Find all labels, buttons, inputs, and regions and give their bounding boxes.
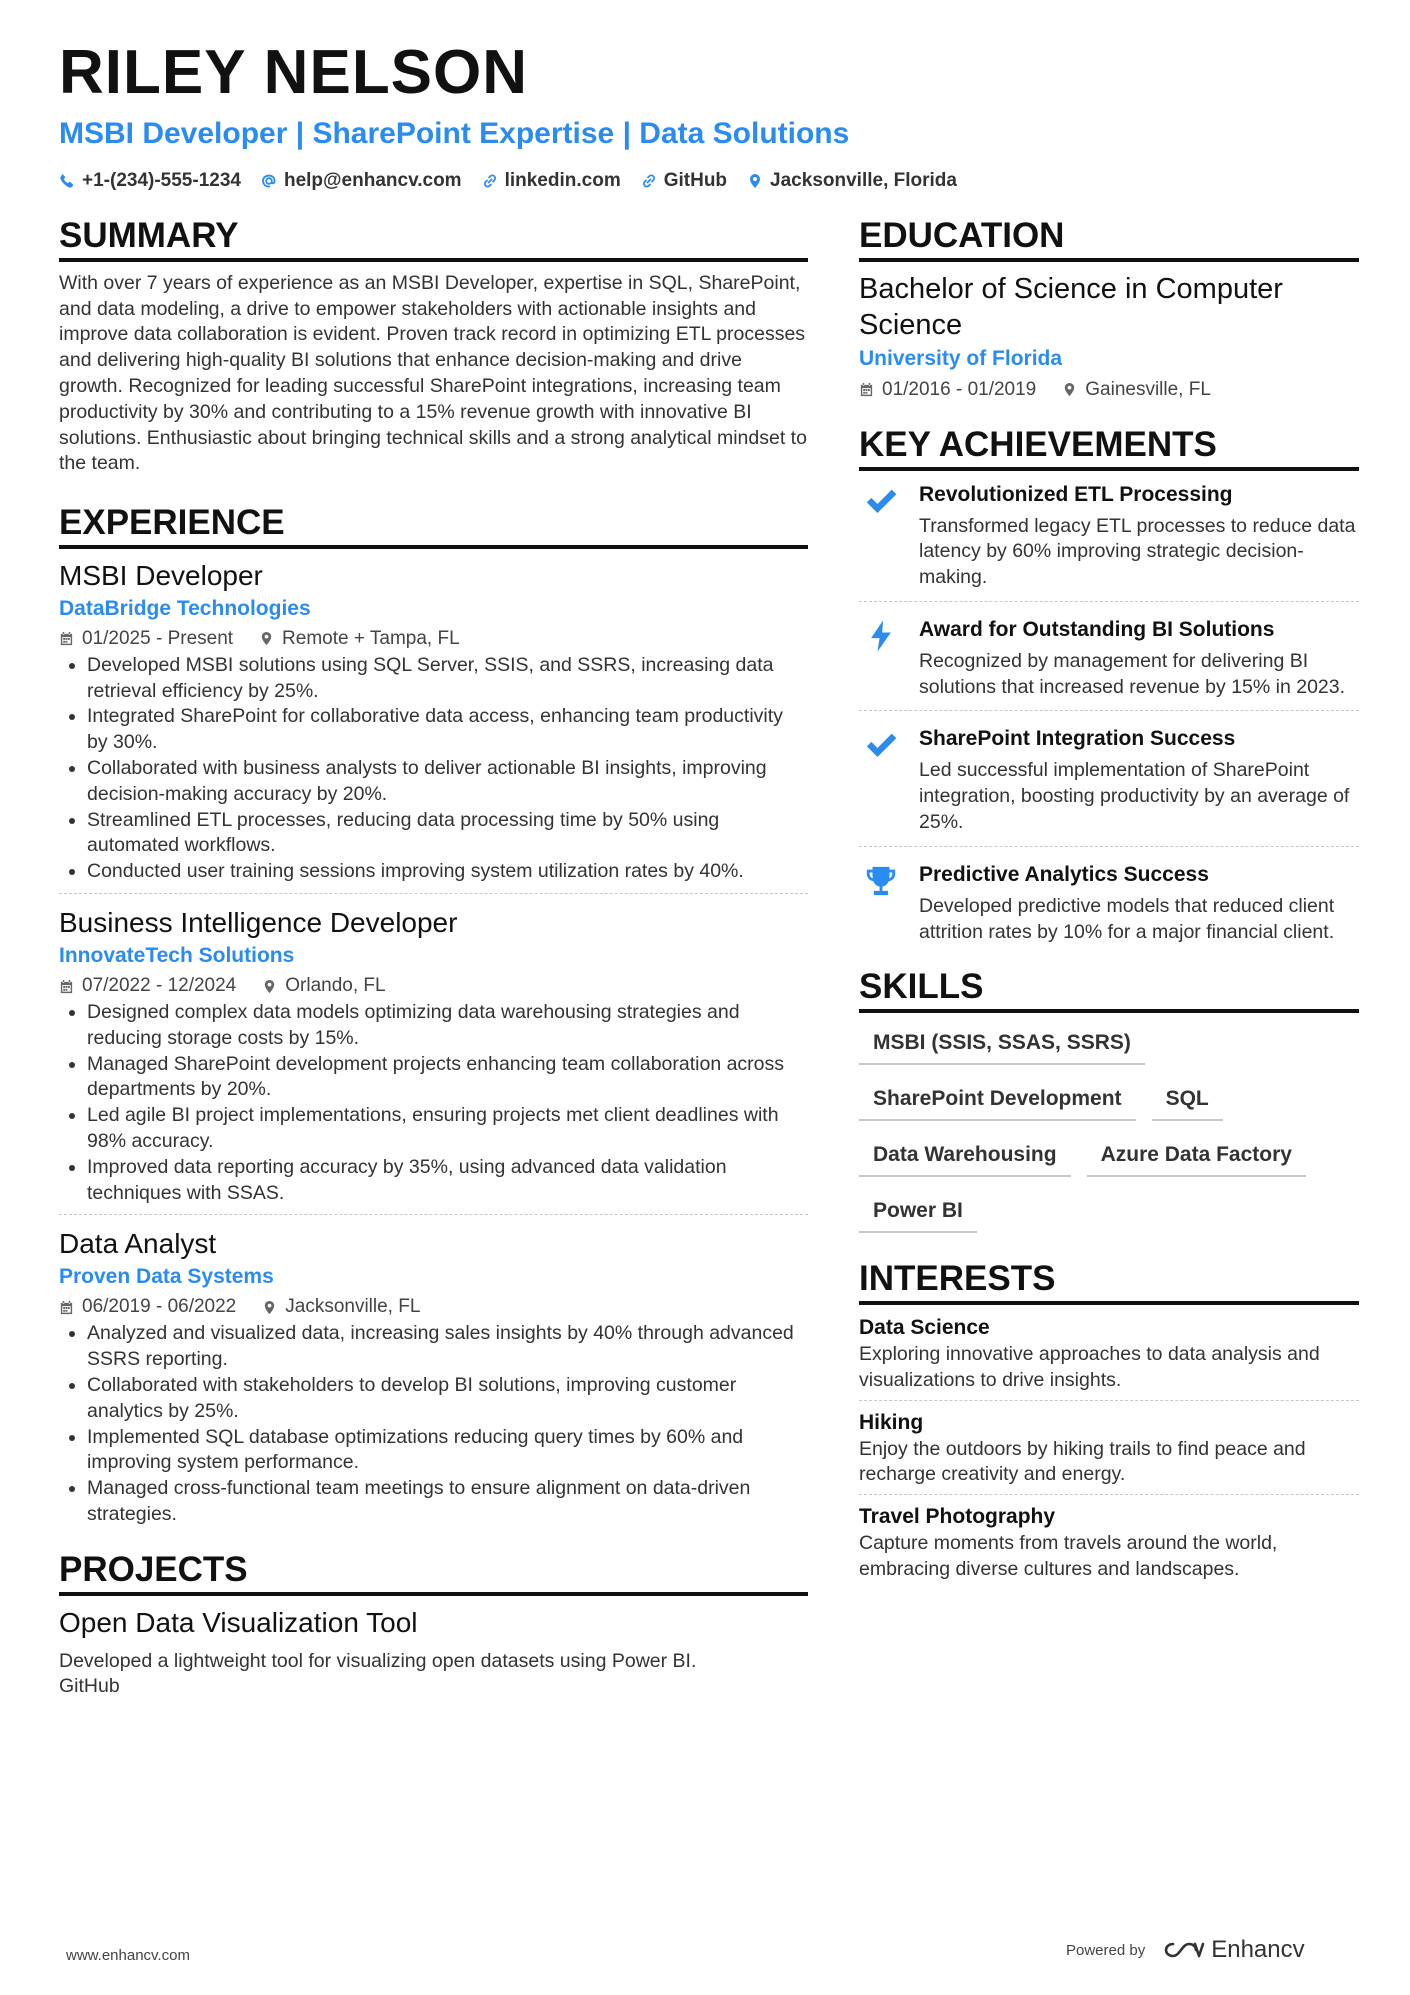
achievements-heading: KEY ACHIEVEMENTS [859, 427, 1359, 471]
achievement-title: Revolutionized ETL Processing [919, 482, 1233, 506]
bullet: • Designed complex data models optimizing data warehousing strategies and reducing storage costs by 15%. [87, 1000, 808, 1052]
company-name[interactable]: DataBridge Technologies [59, 596, 311, 620]
contact-bar [59, 170, 957, 192]
summary-text: With over 7 years of experience as an MSBI Developer, expertise in SQL, SharePoint, and data modeling, a drive to empower stakeholders with actionable insights and improve data collaboration is evident. Proven track record in optimizing ETL processes and delivering high-quality BI solutions that enhance decision-making and drive growth. Recognized for leading successful SharePoint integrations, increasing team productivity by 30% and contributing to a 15% revenue growth with innovative BI solutions. Enthusiastic about bringing technical skills and a strong analytical mindset to the team. [59, 271, 807, 475]
summary-section [59, 218, 808, 477]
interest-text: Exploring innovative approaches to data analysis and visualizations to drive insights. [859, 1342, 1320, 1391]
interests-heading: INTERESTS [859, 1261, 1359, 1305]
brand-name: Enhancv [1211, 1936, 1305, 1963]
bullet: • Collaborated with business analysts to deliver actionable BI insights, improving decision-making accuracy by 20%. [87, 756, 808, 808]
project-link[interactable]: GitHub [59, 1675, 120, 1698]
school-name[interactable]: University of Florida [859, 346, 1063, 370]
projects-section [59, 1549, 808, 1700]
contact-location [747, 170, 957, 192]
achievement-text: Recognized by management for delivering BI solutions that increased revenue by 15% in 2023. [919, 649, 1346, 698]
job-location: Jacksonville, FL [285, 1296, 421, 1318]
experience-heading: EXPERIENCE [59, 505, 808, 549]
project-title: Open Data Visualization Tool [59, 1606, 418, 1638]
skills-heading: SKILLS [859, 969, 1359, 1013]
job-meta [59, 1296, 808, 1318]
interest-title: Data Science [859, 1315, 990, 1339]
bullet: • Developed MSBI solutions using SQL Server, SSIS, and SSRS, increasing data retrieval efficiency by 25%. [87, 653, 808, 705]
education-heading: EDUCATION [859, 218, 1359, 262]
footer-website[interactable]: www.enhancv.com [66, 1947, 190, 1964]
bullet: • Improved data reporting accuracy by 35%, using advanced data validation techniques with SSAS. [87, 1155, 808, 1207]
check-icon [864, 484, 898, 518]
bullet: • Streamlined ETL processes, reducing data processing time by 50% using automated workflows. [87, 808, 808, 860]
interests-section [859, 1261, 1359, 1589]
job-dates: 01/2025 - Present [82, 627, 234, 649]
bullet: • Implemented SQL database optimizations reducing query times by 60% and improving system performance. [87, 1425, 808, 1477]
calendar-icon [859, 382, 874, 397]
education-dates: 01/2016 - 01/2019 [882, 378, 1037, 400]
achievement-text: Led successful implementation of SharePoint integration, boosting productivity by an average of 25%. [919, 759, 1350, 834]
job-location: Orlando, FL [285, 975, 386, 997]
job-bullets [59, 653, 808, 885]
powered-by-label: Powered by [1066, 1941, 1146, 1959]
bullet: • Conducted user training sessions improving system utilization rates by 40%. [87, 859, 808, 885]
experience-section [59, 505, 808, 1536]
bullet: • Analyzed and visualized data, increasing sales insights by 40% through advanced SSRS reporting. [87, 1321, 808, 1373]
job-bullets [59, 1000, 808, 1206]
achievement-item [859, 480, 1359, 602]
check-icon [864, 728, 898, 762]
contact-email[interactable] [261, 170, 462, 192]
skill-tag: Data Warehousing [859, 1139, 1071, 1177]
calendar-icon [59, 979, 74, 994]
contact-phone[interactable] [59, 170, 241, 192]
achievement-item [859, 615, 1359, 712]
candidate-name: RILEY NELSON [59, 38, 529, 107]
education-meta [859, 379, 1359, 401]
job-meta [59, 628, 808, 650]
summary-heading: SUMMARY [59, 218, 808, 262]
right-column [859, 218, 1359, 1597]
job-meta [59, 975, 808, 997]
achievements-section [859, 424, 1359, 956]
projects-heading: PROJECTS [59, 1552, 808, 1596]
trophy-icon [864, 864, 898, 898]
project-description: Developed a lightweight tool for visualizing open datasets using Power BI. [59, 1649, 697, 1672]
interest-item [859, 1314, 1359, 1401]
achievement-text: Developed predictive models that reduced client attrition rates by 10% for a major financial client. [919, 894, 1335, 943]
interest-item [859, 1503, 1359, 1589]
experience-item [59, 558, 808, 894]
achievement-text: Transformed legacy ETL processes to reduce data latency by 60% improving strategic decision-making. [919, 514, 1356, 589]
at-icon [261, 173, 277, 189]
achievement-title: SharePoint Integration Success [919, 727, 1236, 751]
job-dates: 06/2019 - 06/2022 [82, 1296, 237, 1318]
contact-linkedin[interactable] [482, 170, 621, 192]
skills-list [859, 1027, 1359, 1233]
bullet: • Led agile BI project implementations, ensuring projects met client deadlines with 98% accuracy. [87, 1103, 808, 1155]
calendar-icon [59, 631, 74, 646]
enhancv-logo-icon [1159, 1938, 1205, 1962]
skills-section [859, 969, 1359, 1233]
calendar-icon [59, 1300, 74, 1315]
interest-title: Hiking [859, 1410, 924, 1434]
link-icon [482, 173, 498, 189]
experience-item [59, 1226, 808, 1535]
location-icon [747, 173, 763, 189]
job-title: Business Intelligence Developer [59, 907, 458, 939]
link-icon [641, 173, 657, 189]
left-column [59, 218, 808, 1700]
location-icon [259, 631, 274, 646]
location-icon [1062, 382, 1077, 397]
education-section [859, 218, 1359, 401]
job-location: Remote + Tampa, FL [282, 627, 460, 649]
location-icon [262, 1300, 277, 1315]
bullet: • Managed cross-functional team meetings to ensure alignment on data-driven strategies. [87, 1476, 808, 1528]
bullet: • Integrated SharePoint for collaborative data access, enhancing team productivity by 30%. [87, 704, 808, 756]
contact-github-text: GitHub [663, 170, 728, 191]
phone-icon [59, 173, 75, 189]
contact-github[interactable] [641, 170, 727, 192]
skill-tag: Azure Data Factory [1087, 1139, 1306, 1177]
bullet: • Managed SharePoint development projects enhancing team collaboration across departments by 20%. [87, 1052, 808, 1104]
achievement-title: Predictive Analytics Success [919, 862, 1209, 886]
skill-tag: MSBI (SSIS, SSAS, SSRS) [859, 1027, 1145, 1065]
degree: Bachelor of Science in Computer Science [859, 272, 1283, 341]
brand-logo[interactable] [1159, 1936, 1304, 1964]
company-name[interactable]: InnovateTech Solutions [59, 944, 295, 968]
interest-title: Travel Photography [859, 1505, 1056, 1529]
job-dates: 07/2022 - 12/2024 [82, 975, 237, 997]
interest-text: Enjoy the outdoors by hiking trails to find peace and recharge creativity and energy. [859, 1437, 1306, 1486]
contact-email-text: help@enhancv.com [283, 170, 462, 191]
lightning-icon [864, 619, 898, 653]
location-icon [262, 979, 277, 994]
contact-phone-text: +1-(234)-555-1234 [82, 170, 241, 191]
skill-tag: SQL [1152, 1083, 1223, 1121]
job-title: MSBI Developer [59, 559, 263, 591]
contact-location-text: Jacksonville, Florida [770, 170, 957, 191]
skill-tag: SharePoint Development [859, 1083, 1136, 1121]
job-title: Data Analyst [59, 1228, 217, 1260]
achievement-item [859, 724, 1359, 846]
headline: MSBI Developer | SharePoint Expertise | Data Solutions [59, 117, 850, 150]
contact-linkedin-text: linkedin.com [504, 170, 621, 191]
education-location: Gainesville, FL [1085, 378, 1211, 400]
achievement-title: Award for Outstanding BI Solutions [919, 617, 1275, 641]
interest-item [859, 1409, 1359, 1496]
experience-item [59, 905, 808, 1215]
footer-branding [1066, 1936, 1305, 1964]
interest-text: Capture moments from travels around the world, embracing diverse cultures and landscapes. [859, 1532, 1278, 1580]
achievement-item [859, 860, 1359, 956]
job-bullets [59, 1321, 808, 1527]
skill-tag: Power BI [859, 1195, 977, 1233]
bullet: • Collaborated with stakeholders to develop BI solutions, improving customer analytics by 25%. [87, 1373, 808, 1425]
company-name[interactable]: Proven Data Systems [59, 1265, 274, 1289]
